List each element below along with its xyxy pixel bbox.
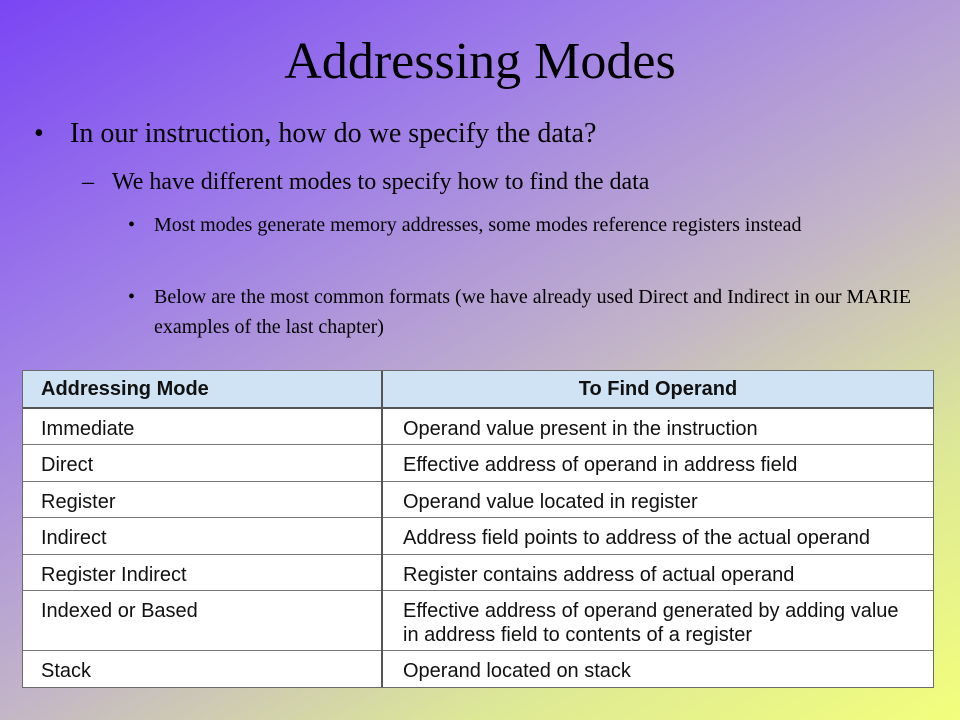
table-row (23, 445, 933, 482)
operand-cell: Address field points to address of the actual operand (382, 518, 933, 555)
column-header-addressing-mode: Addressing Mode (23, 371, 382, 408)
bullet-level3 (128, 210, 918, 240)
mode-cell: Stack (23, 650, 382, 687)
mode-cell: Indexed or Based (23, 591, 382, 651)
table-row (23, 481, 933, 518)
operand-cell: Effective address of operand in address field (382, 445, 933, 482)
bullet-marker: • (128, 214, 136, 236)
bullet-text: Below are the most common formats (we have already used Direct and Indirect in our MARIE examples of the last chapter) (154, 286, 911, 338)
operand-cell: Register contains address of actual operand (382, 554, 933, 591)
dash-marker: – (82, 169, 94, 195)
table-row (23, 518, 933, 555)
table-row (23, 650, 933, 687)
bullet-level3 (128, 282, 918, 342)
mode-cell: Register Indirect (23, 554, 382, 591)
bullet-marker: • (34, 118, 44, 149)
table-row (23, 408, 933, 445)
bullet-text: We have different modes to specify how to find the data (112, 169, 650, 195)
operand-cell: Operand located on stack (403, 659, 631, 682)
addressing-modes-table (22, 370, 934, 688)
mode-cell: Immediate (23, 408, 382, 445)
mode-cell: Direct (23, 445, 382, 482)
table-row (23, 554, 933, 591)
mode-cell: Indirect (23, 518, 382, 555)
bullet-text: In our instruction, how do we specify the data? (70, 118, 597, 149)
operand-cell: Effective address of operand generated by adding value in address field to contents of a register (382, 591, 933, 651)
slide-title: Addressing Modes (284, 33, 676, 90)
operand-cell: Operand value present in the instruction (382, 408, 933, 445)
mode-cell: Register (23, 481, 382, 518)
table-row (23, 591, 933, 651)
operand-cell: Operand value located in register (382, 481, 933, 518)
bullet-text: Most modes generate memory addresses, some modes reference registers instead (154, 214, 802, 236)
column-header-to-find-operand: To Find Operand (382, 371, 933, 408)
bullet-marker: • (128, 286, 136, 308)
